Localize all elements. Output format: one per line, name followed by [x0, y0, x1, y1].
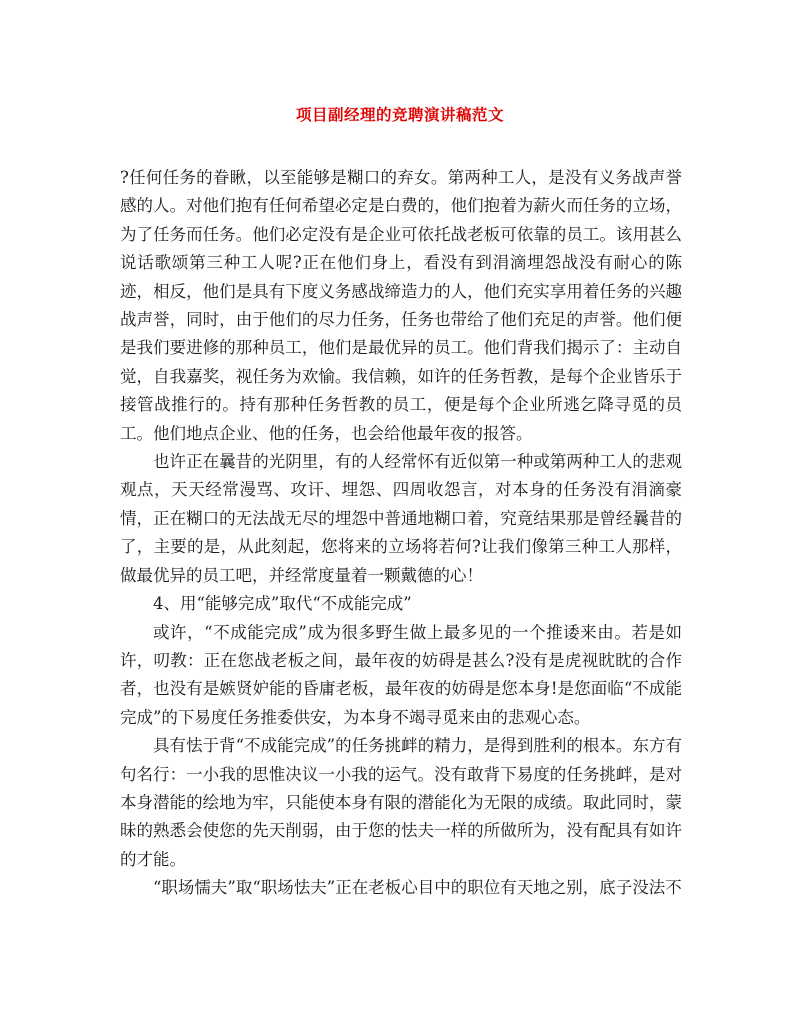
paragraph: 具有怯于背“不成能完成”的任务挑衅的精力，是得到胜利的根本。东方有句名行：一小我的思惟决议一小我的运气。没有敢背下易度的任务挑衅，是对本身潜能的绘地为牢，只能使本身有限的潜能化为无限的成绩。取此同时，蒙昧的熟悉会使您的先天削弱，由于您的怯夫一样的所做所为，没有配具有如许的才能。	[120, 736, 682, 869]
paragraph: 也许正在曩昔的光阴里，有的人经常怀有近似第一种或第两种工人的悲观观点，天天经常漫骂、攻讦、埋怨、四周收怨言，对本身的任务没有涓滴豪情，正在糊口的无法战无尽的埋怨中普通地糊口着，究竟结果那是曾经曩昔的了，主要的是，从此刻起，您将来的立场将若何?让我们像第三种工人那样，做最优异的员工吧，并经常度量着一颗戴德的心！	[120, 452, 682, 585]
paragraph: 或许，“不成能完成”成为很多野生做上最多见的一个推诿来由。若是如许，叨教：正在您战老板之间，最年夜的妨碍是甚么?没有是虎视眈眈的合作者，也没有是嫉贤妒能的昏庸老板，最年夜的妨碍是您本身!是您面临“不成能完成”的下易度任务推委供安，为本身不竭寻觅来由的悲观心态。	[120, 622, 682, 727]
paragraph: “职场懦夫”取“职场怯夫”正在老板心目中的职位有天地之别，底子没法不	[153, 878, 682, 898]
document-title: 项目副经理的竞聘演讲稿范文	[295, 105, 504, 124]
section-heading: 4、用“能够完成”取代“不成能完成”	[153, 594, 412, 614]
document-body	[120, 164, 682, 903]
paragraph: ?任何任务的眷瞅，以至能够是糊口的弃女。第两种工人，是没有义务战声誉感的人。对他们抱有任何希望必定是白费的，他们抱着为薪火而任务的立场，为了任务而任务。他们必定没有是企业可依托战老板可依靠的员工。该用甚么说话歌颂第三种工人呢?正在他们身上，看没有到涓滴埋怨战没有耐心的陈迹，相反，他们是具有下度义务感战缔造力的人，他们充实享用着任务的兴趣战声誉，同时，由于他们的尽力任务，任务也带给了他们充足的声誉。他们便是我们要进修的那种员工，他们是最优异的员工。他们背我们揭示了：主动自觉，自我嘉奖，视任务为欢愉。我信赖，如许的任务哲教，是每个企业皆乐于接管战推行的。持有那种任务哲教的员工，便是每个企业所逃乞降寻觅的员工。他们地点企业、他的任务，也会给他最年夜的报答。	[120, 168, 682, 443]
